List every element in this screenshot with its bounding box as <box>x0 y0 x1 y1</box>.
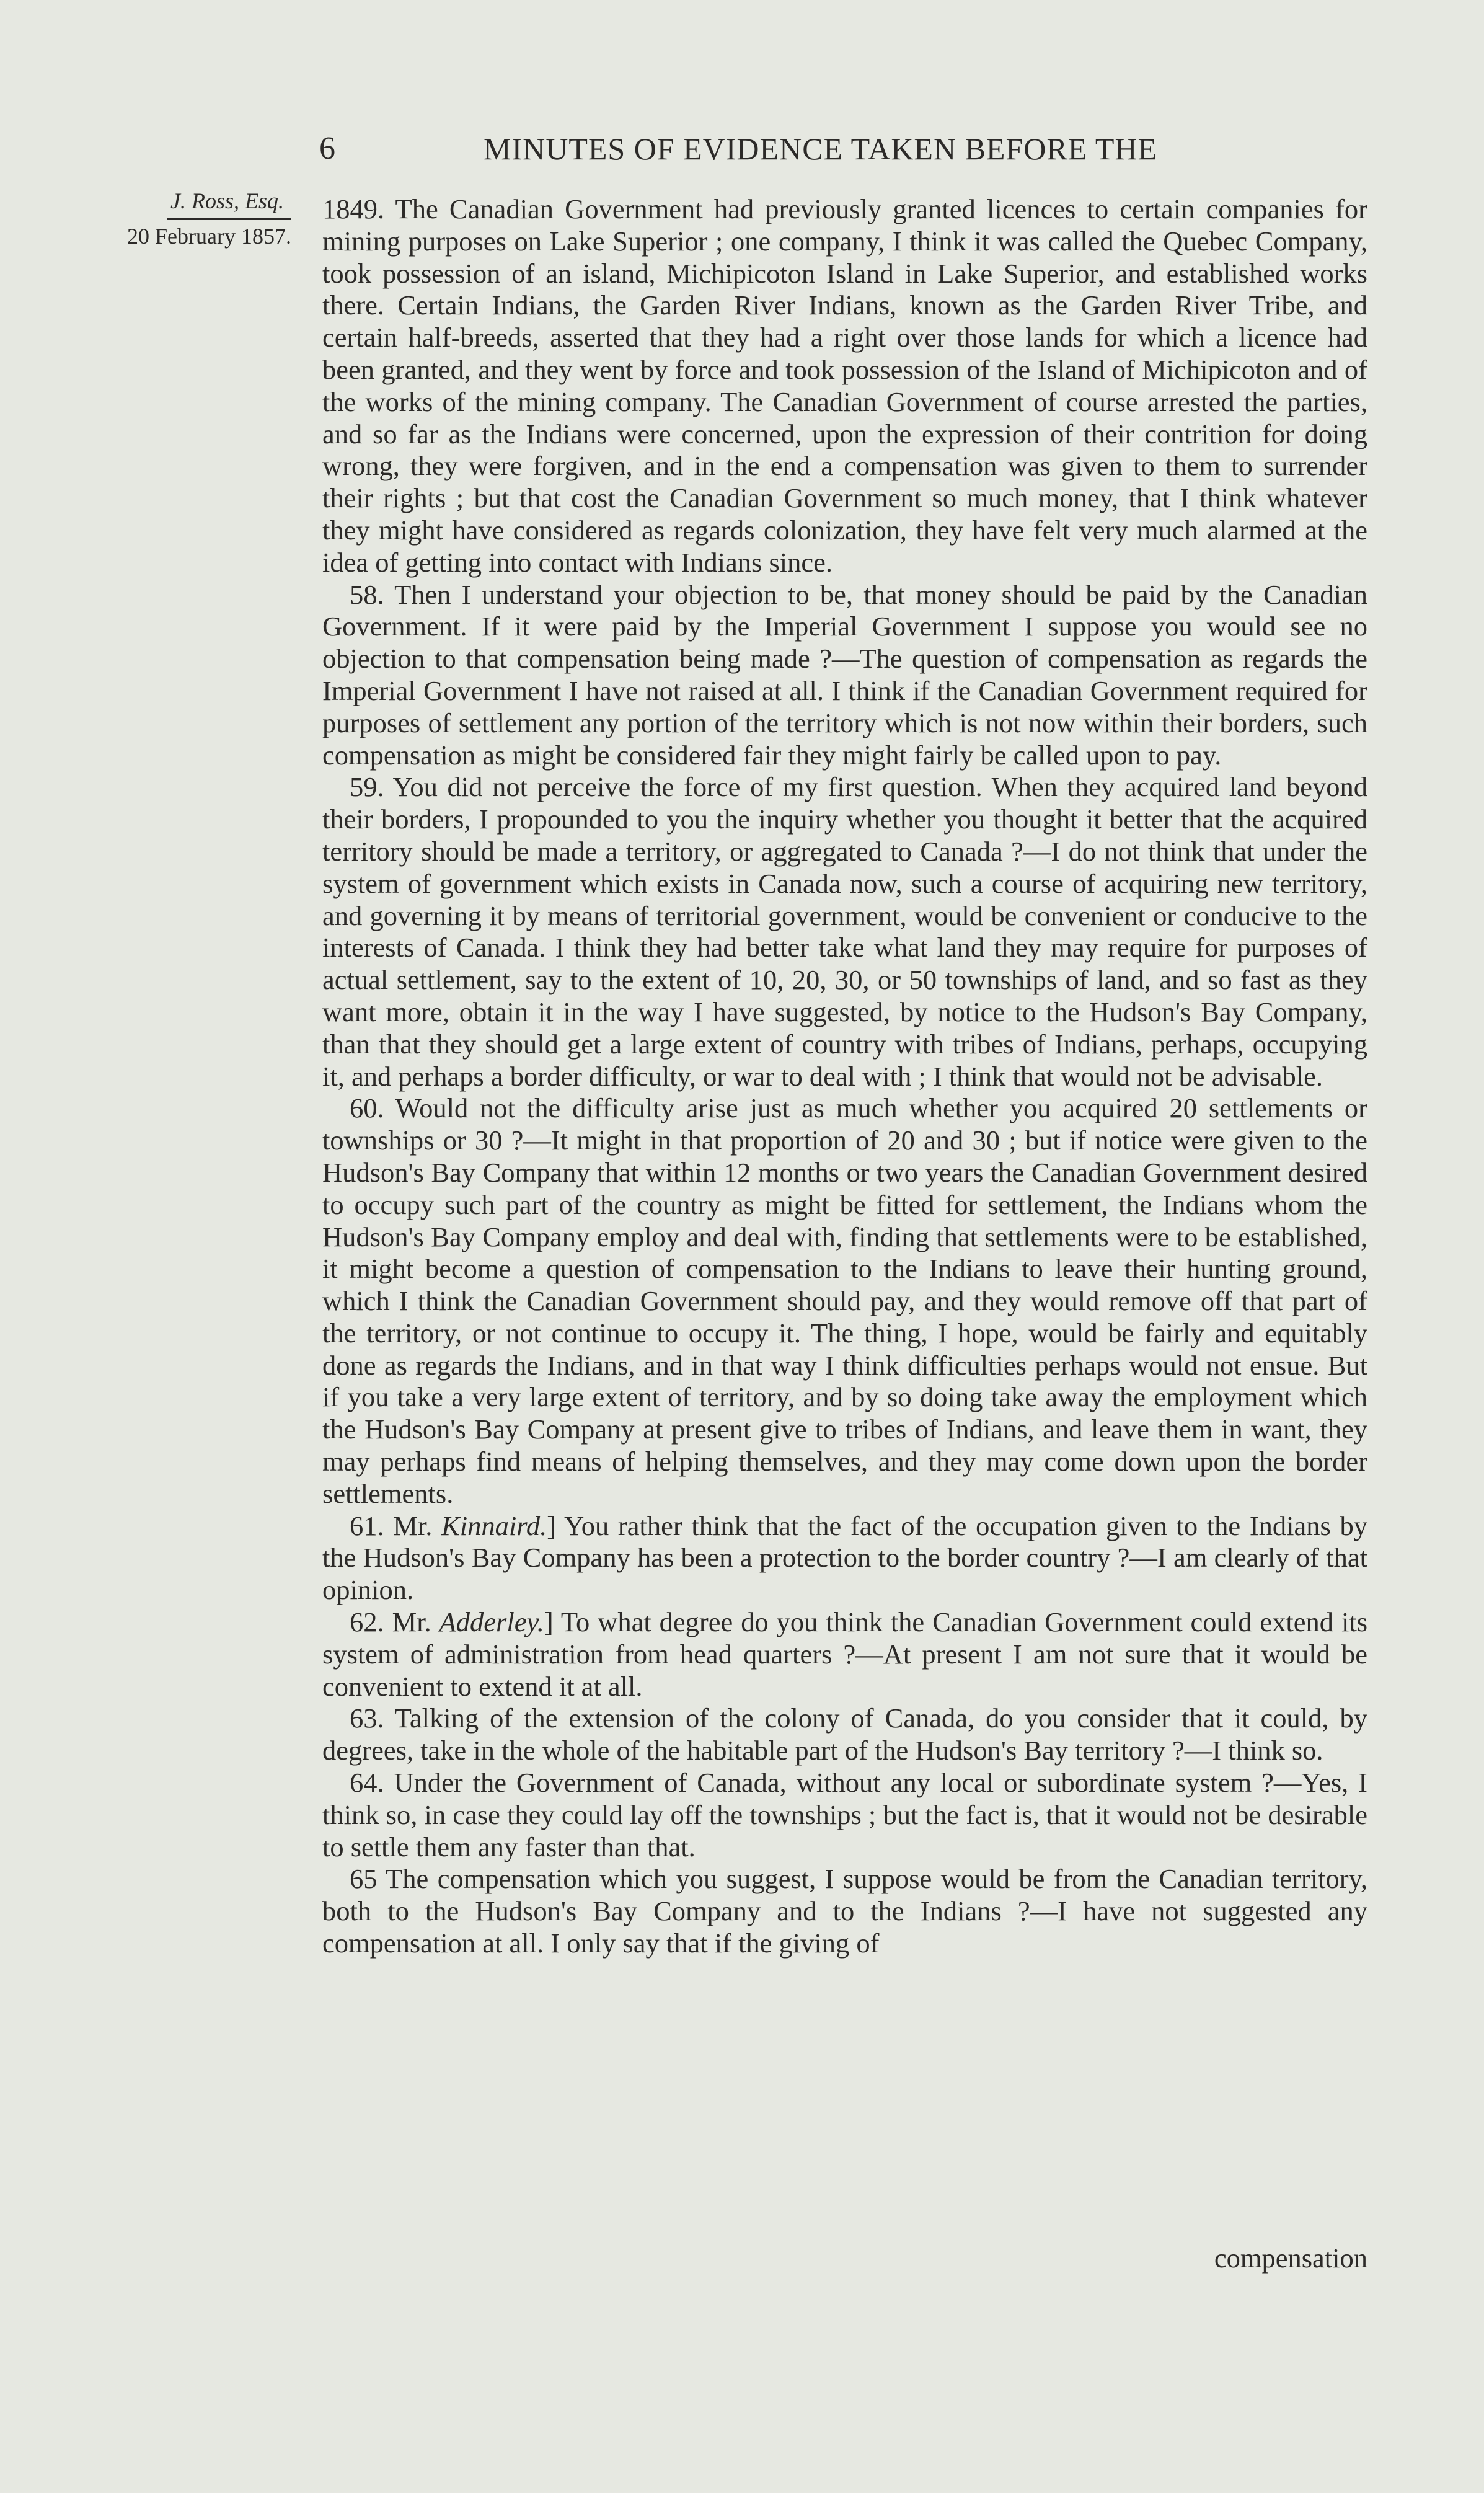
running-title: MINUTES OF EVIDENCE TAKEN BEFORE THE <box>484 131 1158 166</box>
paragraph-62: 62. Mr. Adderley.] To what degree do you think the Canadian Government could extend its system of administration from head quarters ?—At present I am not sure that it would be convenient to extend it at all. <box>322 1606 1368 1702</box>
body-text <box>322 193 1367 1960</box>
paragraph-64: 64. Under the Government of Canada, without any local or subordinate system ?—Yes, I think so, in case they could lay off the townships ; but the fact is, that it would not be desirable to settle them any faster than that. <box>322 1767 1367 1862</box>
paragraph-59: 59. You did not perceive the force of my first question. When they acquired land beyond their borders, I propounded to you the inquiry whether you thought it better that the acquired territory should be made a territory, or aggregated to Canada ?—I do not think that under the system of government which exists in Canada now, such a course of acquiring new territory, and governing it by means of territorial government, would be convenient or conducive to the interests of Canada. I think they had better take what land they may require for purposes of actual settlement, say to the extent of 10, 20, 30, or 50 townships of land, and so fast as they want more, obtain it in the way I have suggested, by notice to the Hudson's Bay Company, than that they should get a large extent of country with tribes of Indians, perhaps, occupying it, and perhaps a border difficulty, or war to deal with ; I think that would not be advisable. <box>322 771 1367 1092</box>
margin-date: 20 February 1857. <box>127 224 291 249</box>
paragraph-60: 60. Would not the difficulty arise just as much whether you acquired 20 settlements or townships or 30 ?—It might in that proportion of 20 and 30 ; but if notice were given to the Hudson's Bay Company that within 12 months or two years the Canadian Government desired to occupy such part of the country as might be fitted for settlement, the Indians whom the Hudson's Bay Company employ and deal with, finding that settlements were to be established, it might become a question of compensation to the Indians to leave their hunting ground, which I think the Canadian Government should pay, and they would remove off that part of the territory, or not continue to occupy it. The thing, I hope, would be fairly and equitably done as regards the Indians, and in that way I think difficulties perhaps would not ensue. But if you take a very large extent of territory, and by so doing take away the employment which the Hudson's Bay Company at present give to tribes of Indians, and leave them in want, they may perhaps find means of helping themselves, and they may come down upon the border settlements. <box>322 1092 1367 1509</box>
margin-witness: J. Ross, Esq. <box>170 188 284 213</box>
paragraph-1849: 1849. The Canadian Government had previously granted licences to certain companies for mining purposes on Lake Superior ; one company, I think it was called the Quebec Company, took possession of an island, Michipicoton Island in Lake Superior, and established works there. Certain Indians, the Garden River Indians, known as the Garden River Tribe, and certain half-breeds, asserted that they had a right over those lands for which a licence had been granted, and they went by force and took possession of the Island of Michipicoton and of the works of the mining company. The Canadian Government of course arrested the parties, and so far as the Indians were concerned, upon the expression of their contrition for doing wrong, they were forgiven, and in the end a compensation was given to them to surrender their rights ; but that cost the Canadian Government so much money, that I think whatever they might have considered as regards colonization, they have felt very much alarmed at the idea of getting into contact with Indians since. <box>322 193 1367 578</box>
paragraph-65: 65 The compensation which you suggest, I suppose would be from the Canadian territory, both to the Hudson's Bay Company and to the Indians ?—I have not suggested any compensation at all. I only say that if the giving of <box>322 1863 1367 1959</box>
paragraph-61: 61. Mr. Kinnaird.] You rather think that the fact of the occupation given to the Indians by the Hudson's Bay Company has been a protection to the border country ?—I am clearly of that opinion. <box>322 1510 1367 1606</box>
catchword: compensation <box>1214 2243 1367 2274</box>
paragraph-63: 63. Talking of the extension of the colony of Canada, do you consider that it could, by degrees, take in the whole of the habitable part of the Hudson's Bay territory ?—I think so. <box>322 1703 1367 1766</box>
page-number: 6 <box>319 131 335 166</box>
margin-note <box>93 187 291 250</box>
paragraph-58: 58. Then I understand your objection to be, that money should be paid by the Canadian Government. If it were paid by the Imperial Government I suppose you would see no objection to that compensation being made ?—The question of compensation as regards the Imperial Government I have not raised at all. I think if the Canadian Government required for purposes of settlement any portion of the territory which is not now within their borders, such compensation as might be considered fair they might fairly be called upon to pay. <box>322 578 1367 771</box>
margin-rule <box>167 218 291 220</box>
